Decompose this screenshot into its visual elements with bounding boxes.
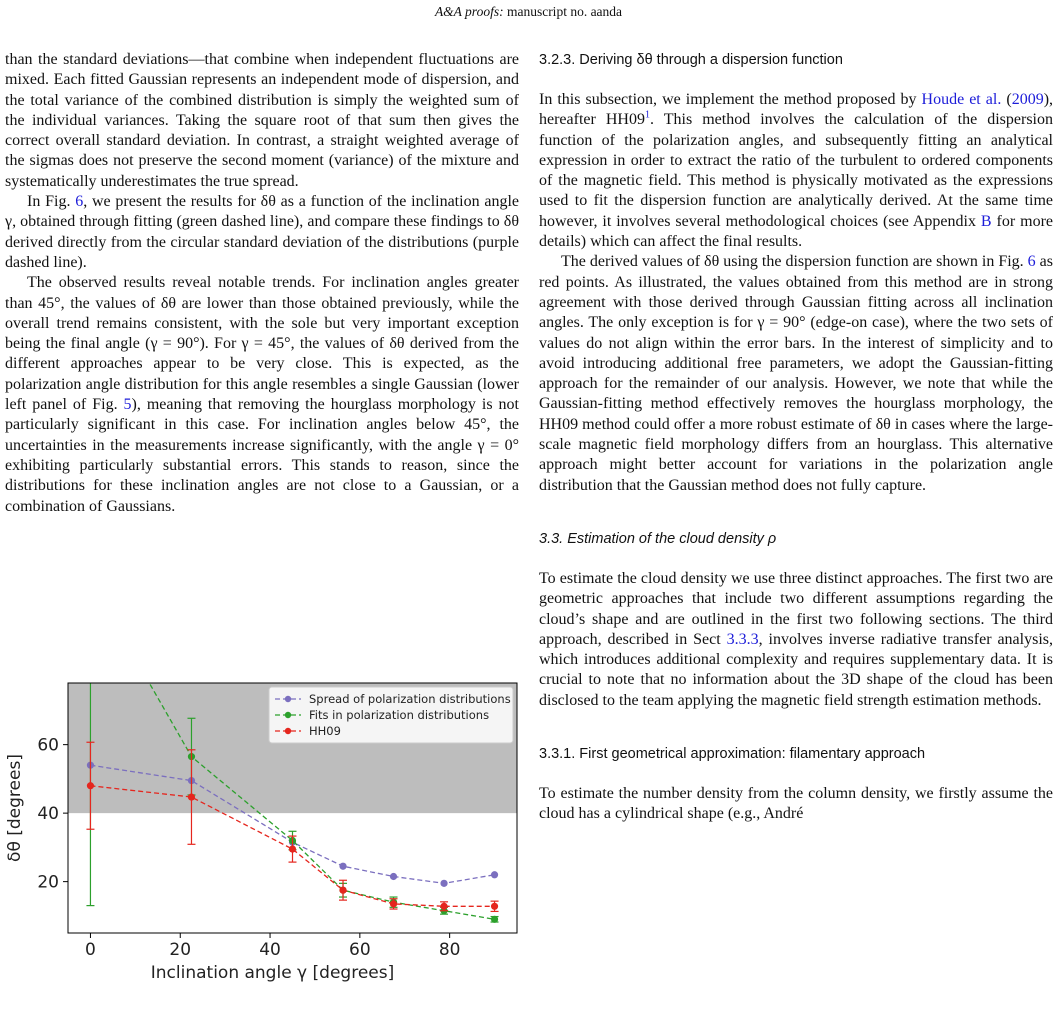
data-point — [390, 873, 397, 880]
appendix-b-link[interactable]: B — [980, 212, 992, 230]
legend-label: Spread of polarization distributions — [309, 692, 511, 706]
section-3-3-3-link[interactable]: 3.3.3 — [726, 630, 759, 648]
text-run: ), hereafter HH09 — [539, 91, 1054, 129]
text-run: ), meaning that removing the hourglass morphology is not particularly significant in this case. For inclination angles below 45°, the uncertainties in the measurements increase significantly, with the angle γ = 0° exhibiting particularly substantial errors. This stands to reason, since the distributions for these inclination angles are not close to a Gaussian, or a combination of Gaussians. — [5, 396, 520, 515]
y-axis-label: δθ [degrees] — [5, 754, 25, 862]
section-heading-3-3: 3.3. Estimation of the cloud density ρ — [539, 530, 777, 547]
data-point — [339, 887, 346, 894]
section-heading-3-3-1: 3.3.1. First geometrical approximation: filamentary approach — [539, 746, 926, 763]
y-tick-label: 40 — [37, 804, 59, 825]
figure-6-link[interactable]: 6 — [75, 193, 84, 211]
text-run: ( — [1001, 91, 1012, 108]
text-run: , we present the results for δθ as a function of the inclination angle γ, obtained through fitting (green dashed line), and compare these findings to δθ derived directly from the circular standard deviation of the distributions (purple dashed line). — [5, 193, 519, 271]
data-point — [440, 880, 447, 887]
data-point — [440, 903, 447, 910]
x-tick-label: 60 — [349, 940, 371, 960]
left-paragraph-2 — [5, 192, 519, 273]
legend-marker — [285, 712, 291, 718]
figure-6-link[interactable]: 6 — [1027, 253, 1036, 271]
legend-marker — [285, 728, 291, 734]
left-column — [5, 50, 519, 517]
text-run: as red points. As illustrated, the values obtained from this method are in strong agreement with those derived through Gaussian fitting across all inclination angles. The only exception is for γ = 90° (edge-on case), where the two sets of values do not align within the error bars. In the interest of simplicity and to avoid introducing additional free parameters, we adopt the Gaussian-fitting approach for the remainder of our analysis. However, we note that while the Gaussian-fitting method effectively removes the hourglass morphology, the HH09 method could offer a more robust estimate of δθ in cases where the large-scale magnetic field morphology differs from an hourglass. This alternative approach might better account for variations in the polarization angle distribution that the Gaussian method does not fully capture. — [539, 253, 1053, 494]
x-tick-label: 40 — [259, 940, 281, 960]
data-point — [491, 871, 498, 878]
data-point — [289, 845, 296, 852]
chart-svg — [0, 665, 525, 1005]
x-axis-label: Inclination angle γ [degrees] — [150, 963, 395, 983]
data-point — [390, 900, 397, 907]
legend — [269, 687, 513, 743]
year-citation-link[interactable]: 2009 — [1011, 91, 1044, 108]
section-heading-3-2-3: 3.2.3. Deriving δθ through a dispersion function — [539, 52, 843, 68]
left-paragraph-1: than the standard deviations—that combine when independent fluctuations are mixed. Each fitted Gaussian represents an independent mode of dispersion, and the total variance of the combined distribution is simply the weighted sum of the individual variances. Taking the square root of that sum then gives the correct overall standard deviation. In contrast, a straight weighted average of the sigmas does not preserve the second moment (variance) of the mixture and systematically underestimates the true spread. — [5, 51, 519, 190]
x-tick-label: 0 — [85, 940, 96, 960]
data-point — [87, 782, 94, 789]
y-tick-label: 20 — [37, 872, 59, 893]
manuscript-label: manuscript no. aanda — [506, 4, 623, 19]
legend-marker — [285, 696, 291, 702]
left-paragraph-3 — [5, 273, 519, 517]
right-paragraph-3 — [539, 569, 1053, 711]
y-tick-label: 60 — [37, 735, 59, 756]
text-run: The derived values of δθ using the dispersion function are shown in Fig. — [561, 253, 1028, 271]
running-header — [0, 4, 1057, 20]
text-run: To estimate the cloud density we use three distinct approaches. The first two are geometric approaches that include two different assumptions regarding the cloud’s shape and are outlined in the first two following sections. The third approach, described in Sect — [539, 569, 1053, 648]
legend-label: Fits in polarization distributions — [309, 708, 490, 722]
right-column — [539, 50, 1053, 825]
figure-6-chart — [0, 665, 525, 1005]
text-run: for more details) which can affect the final results. — [539, 212, 1053, 251]
text-run: In Fig. — [27, 193, 76, 211]
x-tick-label: 20 — [169, 940, 192, 960]
legend-label: HH09 — [309, 724, 341, 738]
houde-citation-link[interactable]: Houde et al. — [921, 91, 1002, 108]
journal-name: A&A proofs: — [434, 4, 504, 19]
text-run: The observed results reveal notable trends. For inclination angles greater than 45°, the values of δθ are lower than those obtained previously, while the overall trend remains consistent, with the sole but very important exception being the final angle (γ = 90°). For γ = 45°, the values of δθ derived from the different approaches appear to be very close. This is expected, as the polarization angle distribution for this angle resembles a single Gaussian (lower left panel of Fig. — [5, 274, 519, 414]
right-paragraph-4: To estimate the number density from the column density, we firstly assume the cloud has a cylindrical shape (e.g., André — [539, 785, 1053, 823]
data-point — [339, 863, 346, 870]
text-run: . This method involves the calculation of the dispersion function of the polarization angles, and subsequently fitting an analytical expression in order to extract the ratio of the turbulent to ordered components of the magnetic field. This method is physically motivated as the expressions used to fit the dispersion function are analytically derived. At the same time however, it involves several methodological choices (see Appendix — [539, 111, 1053, 230]
figure-5-link[interactable]: 5 — [123, 396, 132, 414]
text-run: , involves inverse radiative transfer analysis, which introduces additional complexity and requires supplementary data. It is crucial to note that no information about the 3D shape of the cloud has been disclosed to the team applying the magnetic field strength estimation methods. — [539, 630, 1053, 709]
x-tick-label: 80 — [438, 940, 461, 960]
data-point — [491, 903, 498, 910]
footnote-1-link[interactable]: 1 — [644, 109, 650, 121]
right-paragraph-1 — [539, 90, 1053, 252]
text-run: In this subsection, we implement the method proposed by — [539, 91, 922, 108]
data-point — [188, 793, 195, 800]
right-paragraph-2 — [539, 252, 1053, 496]
data-point — [491, 916, 498, 923]
